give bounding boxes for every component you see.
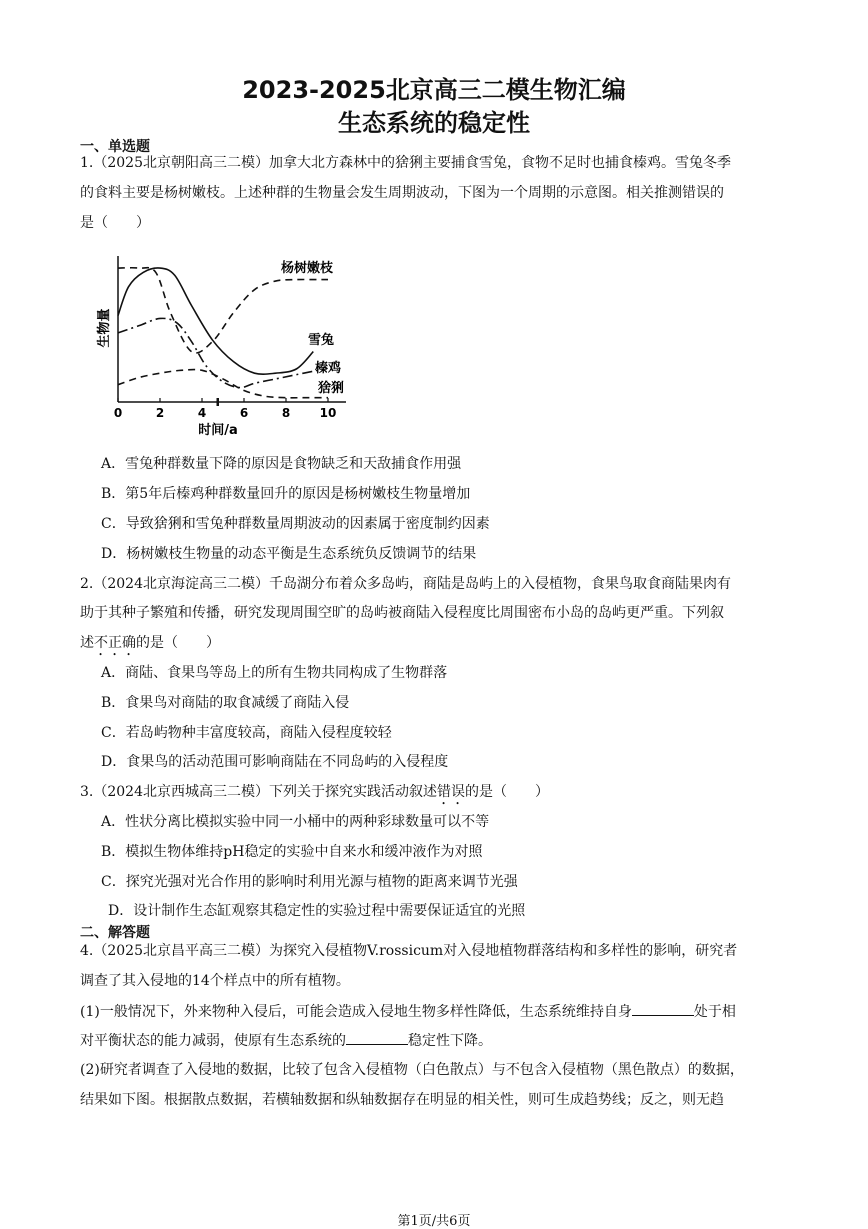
q4-part1-text2: 对平衡状态的能力减弱，使原有生态系统的 bbox=[80, 1033, 346, 1049]
q2-option-c[interactable]: C．若岛屿物种丰富度较高，商陆入侵程度较轻 bbox=[101, 725, 392, 741]
q4-stem-line1: 4.（2025北京昌平高三二模）为探究入侵植物V.rossicum对入侵地植物群落结构和多样性的影响，研究者 bbox=[80, 943, 738, 959]
q2-emphasis: 不正确 bbox=[94, 635, 136, 651]
x-tick-label-3: 6 bbox=[239, 406, 249, 420]
x-axis-label: 时间/a bbox=[198, 423, 238, 438]
page-footer: 第1页/共6页 bbox=[397, 1214, 471, 1229]
x-tick-label-0: 0 bbox=[113, 406, 123, 420]
q1-option-c[interactable]: C．导致猞猁和雪兔种群数量周期波动的因素属于密度制约因素 bbox=[101, 516, 490, 532]
q4-stem-line2: 调查了其入侵地的14个样点中的所有植物。 bbox=[80, 973, 350, 989]
series-label-lynx: 猞猁 bbox=[318, 381, 345, 396]
q1-option-b[interactable]: B．第5年后榛鸡种群数量回升的原因是杨树嫩枝生物量增加 bbox=[101, 486, 471, 502]
q2-stem-line2: 助于其种子繁殖和传播，研究发现周围空旷的岛屿被商陆入侵程度比周围密布小岛的岛屿更严重。下列叙 bbox=[80, 605, 724, 621]
x-tick-label-2: 4 bbox=[197, 406, 207, 420]
section-heading-single: 一、单选题 bbox=[80, 139, 150, 155]
answer-blank-2[interactable] bbox=[346, 1031, 408, 1045]
series-label-hare: 雪兔 bbox=[308, 333, 335, 348]
q4-part1-text2-end: 稳定性下降。 bbox=[408, 1033, 492, 1049]
q4-part1-text: (1)一般情况下，外来物种入侵后，可能会造成入侵地生物多样性降低，生态系统维持自身 bbox=[80, 1004, 632, 1020]
q4-part2-line2: 结果如下图。根据散点数据，若横轴数据和纵轴数据存在明显的相关性，则可生成趋势线；反之，则无趋 bbox=[80, 1092, 724, 1108]
q3-option-c[interactable]: C．探究光强对光合作用的影响时利用光源与植物的距离来调节光强 bbox=[101, 874, 518, 890]
q2-stem-line1: 2.（2024北京海淀高三二模）千岛湖分布着众多岛屿，商陆是岛屿上的入侵植物，食果鸟取食商陆果肉有 bbox=[80, 576, 731, 592]
q2-stem-line3 bbox=[80, 634, 792, 659]
q3-option-b[interactable]: B．模拟生物体维持pH稳定的实验中自来水和缓冲液作为对照 bbox=[101, 844, 483, 860]
q1-stem-line1: 1.（2025北京朝阳高三二模）加拿大北方森林中的猞猁主要捕食雪兔，食物不足时也捕食榛鸡。雪兔冬季 bbox=[80, 155, 731, 171]
q2-option-d[interactable]: D．食果鸟的活动范围可影响商陆在不同岛屿的入侵程度 bbox=[101, 754, 449, 770]
x-tick-label-4: 8 bbox=[281, 406, 291, 420]
q3-option-d[interactable]: D．设计制作生态缸观察其稳定性的实验过程中需要保证适宜的光照 bbox=[108, 903, 526, 919]
q4-part1-line2 bbox=[80, 1031, 792, 1050]
y-axis-label: 生物量 bbox=[97, 308, 112, 348]
series-line-3 bbox=[118, 370, 328, 398]
q2-stem-text: 述 bbox=[80, 635, 94, 651]
section-heading-answer: 二、解答题 bbox=[80, 925, 150, 941]
series-label-grouse: 榛鸡 bbox=[315, 361, 342, 376]
biomass-chart bbox=[88, 248, 368, 444]
q2-option-b[interactable]: B．食果鸟对商陆的取食减缓了商陆入侵 bbox=[101, 695, 350, 711]
series-line-1 bbox=[118, 268, 313, 374]
answer-blank-1[interactable] bbox=[632, 1002, 694, 1016]
q2-option-a[interactable]: A．商陆、食果鸟等岛上的所有生物共同构成了生物群落 bbox=[101, 665, 448, 681]
q4-part2-line1: (2)研究者调查了入侵地的数据，比较了包含入侵植物（白色散点）与不包含入侵植物（黑色散点）的数据， bbox=[80, 1062, 744, 1078]
q3-option-a[interactable]: A．性状分离比模拟实验中同一小桶中的两种彩球数量可以不等 bbox=[101, 814, 490, 830]
x-tick-label-5: 10 bbox=[319, 406, 337, 420]
page-subtitle: 生态系统的稳定性 bbox=[338, 109, 530, 137]
q1-stem-line3: 是（ ） bbox=[80, 215, 150, 231]
q3-emphasis: 错误 bbox=[437, 784, 465, 800]
q3-stem bbox=[80, 783, 792, 808]
series-line-0 bbox=[118, 268, 328, 353]
q2-stem-text-end: 的是（ ） bbox=[136, 635, 220, 651]
q1-stem-line2: 的食料主要是杨树嫩枝。上述种群的生物量会发生周期波动，下图为一个周期的示意图。相关推测错误的 bbox=[80, 185, 724, 201]
q3-stem-text-end: 的是（ ） bbox=[465, 784, 549, 800]
series-label-poplar: 杨树嫩枝 bbox=[281, 261, 334, 276]
q1-option-a[interactable]: A．雪兔种群数量下降的原因是食物缺乏和天敌捕食作用强 bbox=[101, 456, 462, 472]
series-line-2 bbox=[118, 318, 318, 387]
q1-option-d[interactable]: D．杨树嫩枝生物量的动态平衡是生态系统负反馈调节的结果 bbox=[101, 546, 477, 562]
q4-part1-text-end: 处于相 bbox=[693, 1004, 736, 1020]
q3-stem-text: 3.（2024北京西城高三二模）下列关于探究实践活动叙述 bbox=[80, 784, 437, 800]
page-title: 2023-2025北京高三二模生物汇编 bbox=[242, 76, 626, 104]
x-tick-label-1: 2 bbox=[155, 406, 165, 420]
q4-part1-line1 bbox=[80, 1002, 792, 1021]
